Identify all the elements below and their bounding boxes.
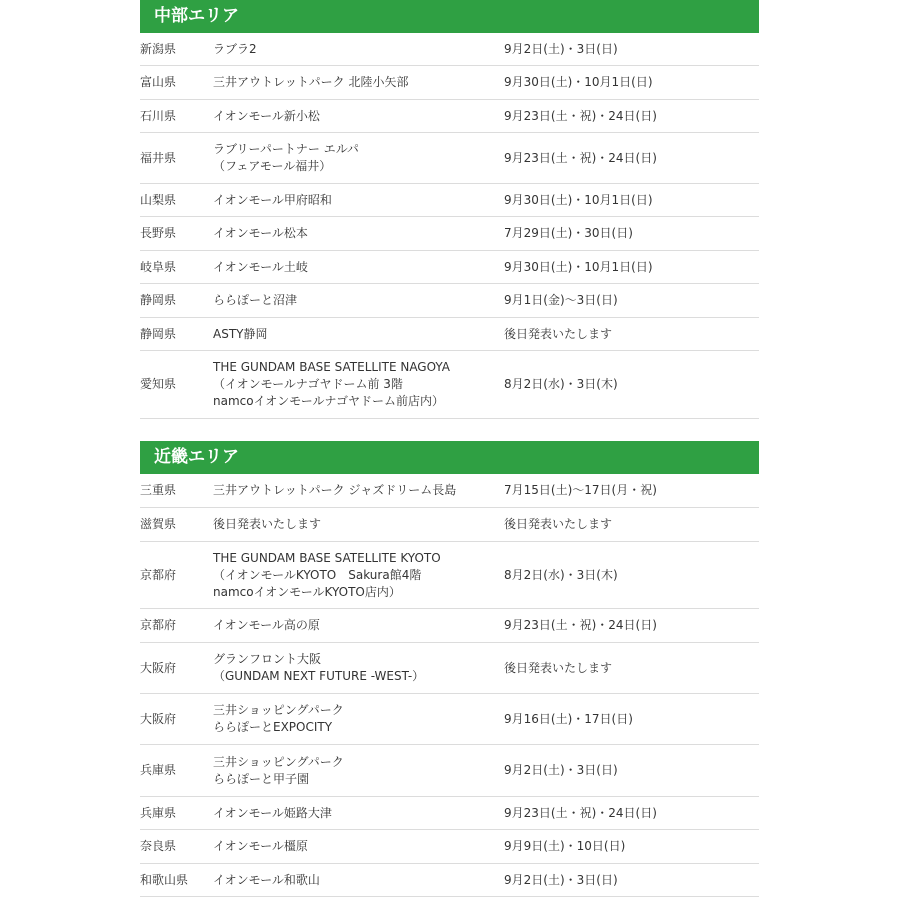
venue-line: イオンモール松本: [213, 226, 308, 240]
table-row: [140, 184, 759, 217]
date-cell: 後日発表いたします: [504, 326, 613, 341]
venue-cell: [213, 617, 504, 634]
date-cell: 9月23日(土・祝)・24日(日): [504, 108, 657, 123]
venue-cell: [213, 754, 504, 788]
venue-line: イオンモール橿原: [213, 839, 308, 853]
prefecture-cell: 静岡県: [140, 293, 177, 307]
venue-line: イオンモール土岐: [213, 259, 308, 274]
venue-cell: [213, 225, 504, 242]
venue-line: グランフロント大阪: [213, 652, 322, 666]
event-list: [140, 0, 759, 897]
venue-line: 三井ショッピングパーク: [213, 703, 344, 717]
venue-cell: [213, 259, 504, 276]
venue-line: イオンモール和歌山: [213, 872, 320, 887]
prefecture-cell: 三重県: [140, 483, 177, 497]
venue-cell: [213, 702, 504, 736]
venue-cell: [213, 550, 504, 601]
venue-cell: [213, 838, 504, 855]
venue-cell: [213, 516, 504, 533]
venue-cell: [213, 872, 504, 889]
table-row: [140, 66, 759, 100]
table-row: [140, 33, 759, 66]
table-row: [140, 217, 759, 251]
venue-line: ららぽーとEXPOCITY: [213, 720, 333, 734]
date-cell: 後日発表いたします: [504, 517, 613, 531]
date-cell: 9月23日(土・祝)・24日(日): [504, 805, 657, 820]
venue-line: 三井ショッピングパーク: [213, 754, 344, 769]
venue-line: ららぽーと沼津: [213, 293, 298, 307]
date-cell: 9月1日(金)〜3日(日): [504, 293, 618, 307]
venue-line: イオンモール新小松: [213, 108, 320, 123]
venue-line: （GUNDAM NEXT FUTURE -WEST-）: [213, 669, 425, 683]
venue-cell: [213, 805, 504, 822]
area-section-chubu: [140, 0, 759, 419]
venue-line: ASTY静岡: [213, 326, 268, 341]
prefecture-cell: 静岡県: [140, 326, 177, 341]
date-cell: 後日発表いたします: [504, 660, 613, 675]
prefecture-cell: 福井県: [140, 150, 177, 165]
venue-cell: [213, 482, 504, 499]
prefecture-cell: 兵庫県: [140, 763, 177, 777]
venue-line: （イオンモールKYOTO Sakura館4階: [213, 567, 422, 582]
venue-line: イオンモール甲府昭和: [213, 192, 332, 207]
venue-line: THE GUNDAM BASE SATELLITE NAGOYA: [213, 360, 451, 374]
prefecture-cell: 新潟県: [140, 41, 177, 56]
date-cell: 9月30日(土)・10月1日(日): [504, 259, 653, 274]
table-row: [140, 745, 759, 797]
venue-cell: [213, 141, 504, 175]
area-section-kinki: [140, 441, 759, 897]
table-row: [140, 318, 759, 351]
date-cell: 9月16日(土)・17日(日): [504, 711, 633, 726]
venue-line: （フェアモール福井）: [213, 159, 332, 173]
date-cell: 8月2日(水)・3日(木): [504, 377, 618, 391]
venue-line: イオンモール高の原: [213, 618, 320, 632]
prefecture-cell: 京都府: [140, 618, 177, 632]
prefecture-cell: 愛知県: [140, 377, 177, 391]
table-row: [140, 474, 759, 508]
prefecture-cell: 大阪府: [140, 660, 177, 675]
date-cell: 9月2日(土)・3日(日): [504, 872, 618, 887]
prefecture-cell: 滋賀県: [140, 517, 177, 531]
table-row: [140, 351, 759, 419]
prefecture-cell: 山梨県: [140, 192, 177, 207]
venue-line: ラブラ2: [213, 41, 257, 56]
prefecture-cell: 富山県: [140, 75, 177, 89]
venue-cell: [213, 41, 504, 58]
table-row: [140, 609, 759, 643]
venue-cell: [213, 292, 504, 309]
venue-table: [140, 474, 759, 897]
venue-line: （イオンモールナゴヤドーム前 3階: [213, 377, 403, 391]
venue-line: ラブリーパートナー エルパ: [213, 142, 359, 156]
prefecture-cell: 奈良県: [140, 839, 177, 853]
prefecture-cell: 長野県: [140, 226, 177, 240]
venue-line: 三井アウトレットパーク ジャズドリーム長島: [213, 483, 457, 497]
date-cell: 7月29日(土)・30日(日): [504, 226, 633, 240]
venue-line: イオンモール姫路大津: [213, 805, 332, 820]
table-row: [140, 100, 759, 133]
venue-line: 三井アウトレットパーク 北陸小矢部: [213, 75, 409, 89]
table-row: [140, 542, 759, 609]
date-cell: 7月15日(土)〜17日(月・祝): [504, 483, 657, 497]
date-cell: 9月2日(土)・3日(日): [504, 41, 618, 56]
table-row: [140, 508, 759, 542]
venue-cell: [213, 74, 504, 91]
table-row: [140, 830, 759, 864]
prefecture-cell: 兵庫県: [140, 805, 177, 820]
date-cell: 9月30日(土)・10月1日(日): [504, 75, 653, 89]
date-cell: 9月30日(土)・10月1日(日): [504, 192, 653, 207]
area-header: 近畿エリア: [140, 441, 759, 474]
table-row: [140, 864, 759, 897]
prefecture-cell: 石川県: [140, 108, 177, 123]
venue-cell: [213, 326, 504, 343]
venue-line: ららぽーと甲子園: [213, 771, 310, 786]
date-cell: 9月23日(土・祝)・24日(日): [504, 150, 657, 165]
area-header: 中部エリア: [140, 0, 759, 33]
table-row: [140, 133, 759, 184]
venue-line: THE GUNDAM BASE SATELLITE KYOTO: [213, 550, 441, 565]
venue-cell: [213, 192, 504, 209]
date-cell: 9月23日(土・祝)・24日(日): [504, 618, 657, 632]
venue-table: [140, 33, 759, 419]
venue-line: namcoイオンモールKYOTO店内）: [213, 584, 401, 599]
prefecture-cell: 大阪府: [140, 711, 177, 726]
date-cell: 8月2日(水)・3日(木): [504, 567, 618, 582]
date-cell: 9月2日(土)・3日(日): [504, 763, 618, 777]
table-row: [140, 694, 759, 745]
venue-line: 後日発表いたします: [213, 517, 322, 531]
venue-line: namcoイオンモールナゴヤドーム前店内）: [213, 394, 445, 408]
table-row: [140, 797, 759, 830]
table-row: [140, 643, 759, 694]
venue-cell: [213, 108, 504, 125]
venue-cell: [213, 359, 504, 410]
venue-cell: [213, 651, 504, 685]
table-row: [140, 284, 759, 318]
date-cell: 9月9日(土)・10日(日): [504, 839, 626, 853]
prefecture-cell: 岐阜県: [140, 259, 177, 274]
prefecture-cell: 京都府: [140, 567, 177, 582]
prefecture-cell: 和歌山県: [140, 872, 189, 887]
table-row: [140, 251, 759, 284]
